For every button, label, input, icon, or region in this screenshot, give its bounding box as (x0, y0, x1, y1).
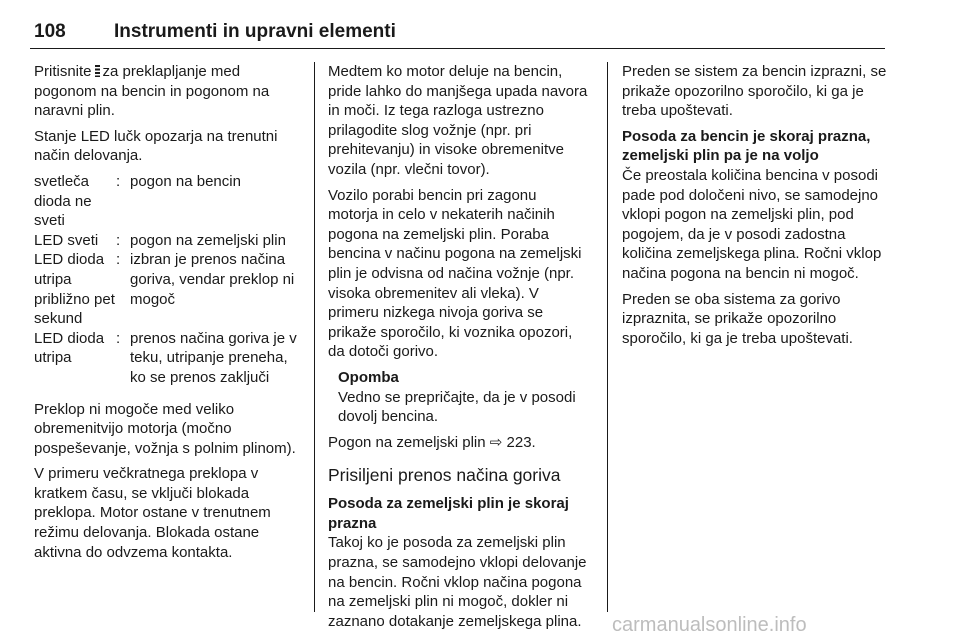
section-heading: Prisiljeni prenos načina goriva (328, 465, 561, 486)
intro-text-start: Pritisnite (34, 63, 92, 80)
led-state-label: svetleča dioda ne sveti (34, 172, 92, 230)
cross-reference (328, 433, 590, 453)
page-header (30, 16, 885, 48)
led-colon: : (116, 329, 121, 347)
led-status-table (34, 172, 298, 388)
petrol-torque-paragraph: Medtem ko motor deluje na bencin, pride lahko do manjšega upada navora in moči. Iz tega razloga ustrezno prilagodite slog vožnje (npr. pri prehitevanju) in visoke obremenitve vozila (npr. vlečni tovor). (328, 63, 588, 178)
subsection (328, 494, 590, 631)
led-state-label: LED sveti (34, 231, 99, 249)
led-state-description: izbran je prenos načina goriva, vendar preklop ni mogoč (130, 251, 295, 308)
petrol-warning-paragraph: Preden se sistem za bencin izprazni, se prikaže opozorilno sporočilo, ki ga je treba upoštevati. (622, 63, 887, 120)
page-title: Instrumenti in upravni elementi (114, 21, 396, 42)
led-state-label: LED dioda utripa približno pet sekund (34, 251, 115, 328)
subsection-text: Če preostala količina bencina v posodi pade pod določeni nivo, se samodejno vklopi pogon na zemeljski plin, pod pogojem, da je v posodi zadostna količina zemeljskega plina. Ročni vklop načina pogona na bencin ni mogoč. (622, 166, 882, 282)
led-state-description: prenos načina goriva je v teku, utripanje preneha, ko se prenos zaključi (130, 329, 297, 386)
led-intro-paragraph: Stanje LED lučk opozarja na trenutni način delovanja. (34, 127, 278, 165)
note-box (328, 368, 590, 427)
column-divider (607, 62, 608, 612)
subsection (622, 127, 888, 284)
led-colon: : (116, 172, 121, 190)
subsection-title: Posoda za zemeljski plin je skoraj prazna (328, 495, 569, 532)
intro-paragraph (34, 62, 298, 121)
column-1 (34, 62, 298, 568)
reference-page: 223. (506, 433, 536, 451)
led-state-description: pogon na zemeljski plin (130, 231, 286, 249)
page-number: 108 (34, 21, 66, 42)
led-row (34, 329, 298, 388)
intro-text-end: za preklapljanje med pogonom na bencin in pogonom na naravni plin. (34, 63, 270, 120)
column-2 (328, 62, 590, 637)
watermark: carmanualsonline.info (612, 614, 807, 636)
led-colon: : (116, 251, 121, 269)
switch-limit-paragraph: Preklop ni mogoče med veliko obremenitvijo motorja (močno pospeševanje, vožnja s polnim plinom). (34, 400, 296, 457)
column-3 (622, 62, 888, 354)
led-row (34, 231, 298, 251)
note-title: Opomba (338, 368, 399, 386)
led-row (34, 172, 298, 231)
column-divider (314, 62, 315, 612)
switch-lock-paragraph: V primeru večkratnega preklopa v kratkem času, se vključi blokada preklopa. Motor ostane v trenutnem režimu delovanja. Blokada ostane aktivna do odvzema kontakta. (34, 465, 271, 561)
page-reference-arrow-icon: ⇨ (489, 433, 503, 451)
led-colon: : (116, 231, 121, 249)
led-state-label: LED dioda utripa (34, 329, 105, 367)
both-fuels-warning-paragraph: Preden se oba sistema za gorivo izpraznita, se prikaže opozorilno sporočilo, ki ga je treba upoštevati. (622, 290, 853, 347)
subsection-title: Posoda za bencin je skoraj prazna, zemeljski plin pa je na voljo (622, 127, 871, 165)
reference-text: Pogon na zemeljski plin (328, 433, 486, 451)
led-state-description: pogon na bencin (130, 172, 241, 190)
subsection-text: Takoj ko je posoda za zemeljski plin prazna, se samodejno vklopi delovanje na bencin. Ročni vklop načina pogona na zemeljski plin ni mogoč, dokler ni zaznano dotakanje zemeljskega plina. (328, 534, 587, 630)
fuel-switch-icon (95, 65, 100, 77)
header-rule (30, 48, 885, 49)
petrol-consumption-paragraph: Vozilo porabi bencin pri zagonu motorja in celo v nekaterih načinih pogona na zemeljski plin. Poraba bencina v načinu pogona na zemeljski plin je odvisna od načina vožnje (npr. visoka obremenitev ali vleka). V primeru nizkega nivoja goriva se prikaže sporočilo, ki voznika opozori, da dotoči gorivo. (328, 186, 582, 361)
led-row (34, 250, 298, 328)
note-text: Vedno se prepričajte, da je v posodi dovolj bencina. (338, 388, 576, 426)
